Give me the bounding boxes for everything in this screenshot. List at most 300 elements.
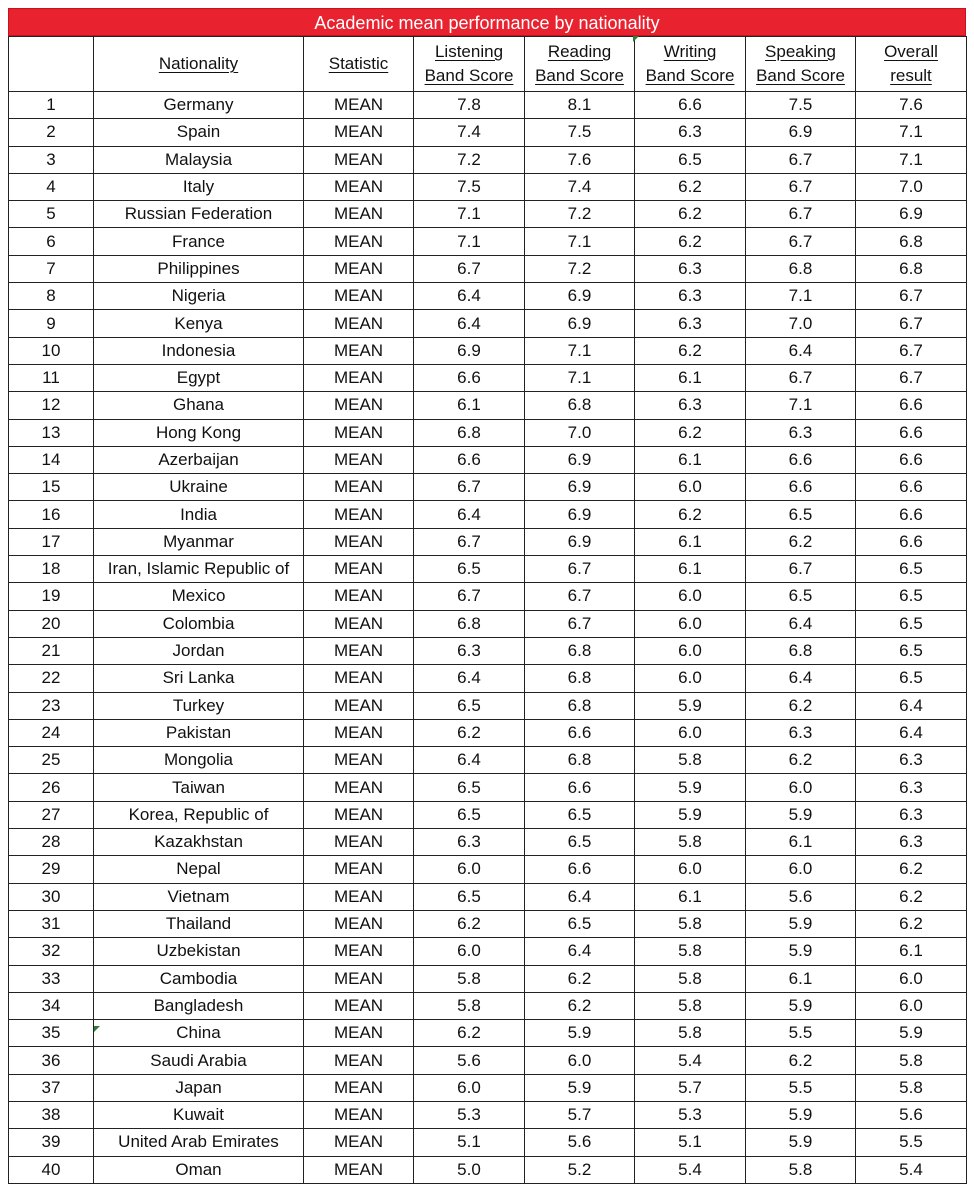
nationality-cell: Kuwait bbox=[94, 1101, 304, 1128]
writing-cell: 6.6 bbox=[635, 92, 746, 119]
writing-cell: 5.3 bbox=[635, 1101, 746, 1128]
overall-cell: 6.8 bbox=[856, 228, 967, 255]
overall-cell: 5.8 bbox=[856, 1047, 967, 1074]
writing-cell: 5.9 bbox=[635, 774, 746, 801]
statistic-cell: MEAN bbox=[304, 774, 414, 801]
speaking-cell: 5.9 bbox=[746, 1129, 856, 1156]
rank-cell: 22 bbox=[9, 665, 94, 692]
writing-cell: 6.5 bbox=[635, 146, 746, 173]
listening-cell: 5.3 bbox=[414, 1101, 525, 1128]
table-row bbox=[9, 829, 967, 856]
statistic-cell: MEAN bbox=[304, 665, 414, 692]
listening-cell: 5.8 bbox=[414, 992, 525, 1019]
statistic-cell: MEAN bbox=[304, 856, 414, 883]
listening-cell: 6.8 bbox=[414, 610, 525, 637]
table-row bbox=[9, 446, 967, 473]
statistic-cell: MEAN bbox=[304, 1101, 414, 1128]
overall-cell: 5.4 bbox=[856, 1156, 967, 1183]
statistic-cell: MEAN bbox=[304, 610, 414, 637]
writing-cell: 5.1 bbox=[635, 1129, 746, 1156]
nationality-cell: Uzbekistan bbox=[94, 938, 304, 965]
statistic-cell: MEAN bbox=[304, 310, 414, 337]
speaking-cell: 6.0 bbox=[746, 774, 856, 801]
rank-cell: 5 bbox=[9, 201, 94, 228]
nationality-cell: Iran, Islamic Republic of bbox=[94, 556, 304, 583]
writing-cell: 6.2 bbox=[635, 228, 746, 255]
writing-cell: 6.2 bbox=[635, 173, 746, 200]
table-row bbox=[9, 255, 967, 282]
statistic-cell: MEAN bbox=[304, 965, 414, 992]
rank-cell: 15 bbox=[9, 474, 94, 501]
table-row bbox=[9, 774, 967, 801]
writing-cell: 6.1 bbox=[635, 364, 746, 391]
nationality-cell: Jordan bbox=[94, 637, 304, 664]
listening-cell: 7.2 bbox=[414, 146, 525, 173]
speaking-cell: 6.4 bbox=[746, 337, 856, 364]
table-row bbox=[9, 856, 967, 883]
rank-cell: 21 bbox=[9, 637, 94, 664]
speaking-cell: 6.7 bbox=[746, 556, 856, 583]
rank-cell: 28 bbox=[9, 829, 94, 856]
rank-cell: 16 bbox=[9, 501, 94, 528]
statistic-cell: MEAN bbox=[304, 992, 414, 1019]
reading-cell: 6.8 bbox=[525, 392, 635, 419]
reading-cell: 6.7 bbox=[525, 583, 635, 610]
table-row bbox=[9, 692, 967, 719]
listening-cell: 6.2 bbox=[414, 719, 525, 746]
table-row bbox=[9, 1156, 967, 1183]
listening-cell: 6.8 bbox=[414, 419, 525, 446]
overall-cell: 6.1 bbox=[856, 938, 967, 965]
statistic-cell: MEAN bbox=[304, 1020, 414, 1047]
rank-cell: 38 bbox=[9, 1101, 94, 1128]
reading-cell: 6.0 bbox=[525, 1047, 635, 1074]
rank-cell: 33 bbox=[9, 965, 94, 992]
statistic-cell: MEAN bbox=[304, 801, 414, 828]
writing-cell: 5.4 bbox=[635, 1156, 746, 1183]
overall-cell: 6.6 bbox=[856, 474, 967, 501]
statistic-cell: MEAN bbox=[304, 146, 414, 173]
listening-cell: 6.5 bbox=[414, 774, 525, 801]
speaking-cell: 5.9 bbox=[746, 910, 856, 937]
reading-cell: 8.1 bbox=[525, 92, 635, 119]
header-speaking: Speaking Band Score bbox=[746, 37, 856, 92]
rank-cell: 29 bbox=[9, 856, 94, 883]
table-row bbox=[9, 801, 967, 828]
nationality-cell: Thailand bbox=[94, 910, 304, 937]
table-row bbox=[9, 637, 967, 664]
statistic-cell: MEAN bbox=[304, 528, 414, 555]
nationality-cell: Russian Federation bbox=[94, 201, 304, 228]
reading-cell: 6.6 bbox=[525, 719, 635, 746]
rank-cell: 34 bbox=[9, 992, 94, 1019]
table-row bbox=[9, 392, 967, 419]
statistic-cell: MEAN bbox=[304, 419, 414, 446]
statistic-cell: MEAN bbox=[304, 173, 414, 200]
overall-cell: 6.3 bbox=[856, 747, 967, 774]
nationality-cell: Germany bbox=[94, 92, 304, 119]
reading-cell: 5.7 bbox=[525, 1101, 635, 1128]
table-row bbox=[9, 283, 967, 310]
speaking-cell: 6.8 bbox=[746, 255, 856, 282]
nationality-cell: Azerbaijan bbox=[94, 446, 304, 473]
table-row bbox=[9, 474, 967, 501]
reading-cell: 6.8 bbox=[525, 637, 635, 664]
overall-cell: 6.5 bbox=[856, 665, 967, 692]
rank-cell: 26 bbox=[9, 774, 94, 801]
statistic-cell: MEAN bbox=[304, 364, 414, 391]
reading-cell: 6.9 bbox=[525, 283, 635, 310]
statistic-cell: MEAN bbox=[304, 337, 414, 364]
speaking-cell: 6.7 bbox=[746, 173, 856, 200]
reading-cell: 6.9 bbox=[525, 310, 635, 337]
speaking-cell: 6.3 bbox=[746, 719, 856, 746]
rank-cell: 3 bbox=[9, 146, 94, 173]
rank-cell: 10 bbox=[9, 337, 94, 364]
overall-cell: 6.2 bbox=[856, 883, 967, 910]
speaking-cell: 6.2 bbox=[746, 528, 856, 555]
listening-cell: 6.4 bbox=[414, 501, 525, 528]
listening-cell: 6.3 bbox=[414, 829, 525, 856]
statistic-cell: MEAN bbox=[304, 692, 414, 719]
rank-cell: 1 bbox=[9, 92, 94, 119]
statistic-cell: MEAN bbox=[304, 255, 414, 282]
writing-cell: 5.8 bbox=[635, 938, 746, 965]
statistic-cell: MEAN bbox=[304, 283, 414, 310]
listening-cell: 7.5 bbox=[414, 173, 525, 200]
table-row bbox=[9, 938, 967, 965]
listening-cell: 5.1 bbox=[414, 1129, 525, 1156]
table-row bbox=[9, 1047, 967, 1074]
writing-cell: 6.1 bbox=[635, 528, 746, 555]
statistic-cell: MEAN bbox=[304, 719, 414, 746]
nationality-cell: Nigeria bbox=[94, 283, 304, 310]
writing-cell: 6.1 bbox=[635, 556, 746, 583]
speaking-cell: 7.1 bbox=[746, 392, 856, 419]
reading-cell: 6.4 bbox=[525, 938, 635, 965]
speaking-cell: 6.2 bbox=[746, 747, 856, 774]
nationality-cell: Bangladesh bbox=[94, 992, 304, 1019]
header-row bbox=[9, 37, 967, 92]
nationality-cell: Turkey bbox=[94, 692, 304, 719]
writing-cell: 5.8 bbox=[635, 747, 746, 774]
listening-cell: 6.0 bbox=[414, 938, 525, 965]
overall-cell: 6.4 bbox=[856, 692, 967, 719]
reading-cell: 6.5 bbox=[525, 910, 635, 937]
table-row bbox=[9, 883, 967, 910]
table-row bbox=[9, 1101, 967, 1128]
speaking-cell: 6.5 bbox=[746, 501, 856, 528]
writing-cell: 6.3 bbox=[635, 283, 746, 310]
table-row bbox=[9, 528, 967, 555]
listening-cell: 5.6 bbox=[414, 1047, 525, 1074]
overall-cell: 6.6 bbox=[856, 501, 967, 528]
speaking-cell: 6.5 bbox=[746, 583, 856, 610]
table-row bbox=[9, 501, 967, 528]
statistic-cell: MEAN bbox=[304, 119, 414, 146]
statistic-cell: MEAN bbox=[304, 583, 414, 610]
writing-cell: 6.3 bbox=[635, 255, 746, 282]
reading-cell: 6.5 bbox=[525, 801, 635, 828]
header-writing: Writing Band Score bbox=[635, 37, 746, 92]
overall-cell: 6.7 bbox=[856, 283, 967, 310]
reading-cell: 6.8 bbox=[525, 692, 635, 719]
listening-cell: 6.6 bbox=[414, 364, 525, 391]
overall-cell: 6.3 bbox=[856, 829, 967, 856]
rank-cell: 11 bbox=[9, 364, 94, 391]
table-row bbox=[9, 337, 967, 364]
table-row bbox=[9, 146, 967, 173]
writing-cell: 6.1 bbox=[635, 883, 746, 910]
header-rank bbox=[9, 37, 94, 92]
nationality-cell: China bbox=[94, 1020, 304, 1047]
rank-cell: 27 bbox=[9, 801, 94, 828]
writing-cell: 6.0 bbox=[635, 637, 746, 664]
overall-cell: 5.6 bbox=[856, 1101, 967, 1128]
listening-cell: 6.7 bbox=[414, 583, 525, 610]
listening-cell: 6.5 bbox=[414, 556, 525, 583]
speaking-cell: 6.7 bbox=[746, 201, 856, 228]
overall-cell: 6.4 bbox=[856, 719, 967, 746]
listening-cell: 6.5 bbox=[414, 692, 525, 719]
listening-cell: 6.4 bbox=[414, 310, 525, 337]
rank-cell: 40 bbox=[9, 1156, 94, 1183]
reading-cell: 5.9 bbox=[525, 1074, 635, 1101]
overall-cell: 5.5 bbox=[856, 1129, 967, 1156]
reading-cell: 6.6 bbox=[525, 856, 635, 883]
statistic-cell: MEAN bbox=[304, 392, 414, 419]
nationality-cell: Philippines bbox=[94, 255, 304, 282]
statistic-cell: MEAN bbox=[304, 1156, 414, 1183]
writing-cell: 6.2 bbox=[635, 201, 746, 228]
writing-cell: 6.2 bbox=[635, 501, 746, 528]
overall-cell: 6.0 bbox=[856, 992, 967, 1019]
nationality-cell: Malaysia bbox=[94, 146, 304, 173]
reading-cell: 6.6 bbox=[525, 774, 635, 801]
nationality-cell: Sri Lanka bbox=[94, 665, 304, 692]
reading-cell: 7.1 bbox=[525, 337, 635, 364]
overall-cell: 6.5 bbox=[856, 610, 967, 637]
writing-cell: 6.3 bbox=[635, 392, 746, 419]
listening-cell: 7.8 bbox=[414, 92, 525, 119]
table-row bbox=[9, 610, 967, 637]
rank-cell: 32 bbox=[9, 938, 94, 965]
speaking-cell: 6.2 bbox=[746, 1047, 856, 1074]
table-row bbox=[9, 419, 967, 446]
overall-cell: 6.3 bbox=[856, 774, 967, 801]
nationality-cell: Saudi Arabia bbox=[94, 1047, 304, 1074]
statistic-cell: MEAN bbox=[304, 92, 414, 119]
listening-cell: 7.4 bbox=[414, 119, 525, 146]
statistic-cell: MEAN bbox=[304, 1074, 414, 1101]
overall-cell: 6.5 bbox=[856, 556, 967, 583]
statistic-cell: MEAN bbox=[304, 201, 414, 228]
rank-cell: 17 bbox=[9, 528, 94, 555]
rank-cell: 4 bbox=[9, 173, 94, 200]
speaking-cell: 6.9 bbox=[746, 119, 856, 146]
listening-cell: 6.7 bbox=[414, 255, 525, 282]
reading-cell: 6.7 bbox=[525, 610, 635, 637]
statistic-cell: MEAN bbox=[304, 910, 414, 937]
statistic-cell: MEAN bbox=[304, 474, 414, 501]
nationality-cell: United Arab Emirates bbox=[94, 1129, 304, 1156]
nationality-cell: Mexico bbox=[94, 583, 304, 610]
statistic-cell: MEAN bbox=[304, 747, 414, 774]
speaking-cell: 6.7 bbox=[746, 146, 856, 173]
rank-cell: 7 bbox=[9, 255, 94, 282]
nationality-cell: Oman bbox=[94, 1156, 304, 1183]
speaking-cell: 5.6 bbox=[746, 883, 856, 910]
statistic-cell: MEAN bbox=[304, 637, 414, 664]
table-row bbox=[9, 910, 967, 937]
writing-cell: 6.0 bbox=[635, 856, 746, 883]
listening-cell: 6.0 bbox=[414, 1074, 525, 1101]
speaking-cell: 6.8 bbox=[746, 637, 856, 664]
reading-cell: 7.0 bbox=[525, 419, 635, 446]
writing-cell: 5.8 bbox=[635, 910, 746, 937]
listening-cell: 6.3 bbox=[414, 637, 525, 664]
writing-cell: 5.7 bbox=[635, 1074, 746, 1101]
header-reading: Reading Band Score bbox=[525, 37, 635, 92]
reading-cell: 7.1 bbox=[525, 364, 635, 391]
nationality-cell: Italy bbox=[94, 173, 304, 200]
nationality-cell: Vietnam bbox=[94, 883, 304, 910]
writing-cell: 6.2 bbox=[635, 337, 746, 364]
overall-cell: 7.1 bbox=[856, 146, 967, 173]
nationality-cell: Japan bbox=[94, 1074, 304, 1101]
speaking-cell: 5.9 bbox=[746, 801, 856, 828]
table-row bbox=[9, 583, 967, 610]
rank-cell: 35 bbox=[9, 1020, 94, 1047]
speaking-cell: 6.4 bbox=[746, 665, 856, 692]
rank-cell: 8 bbox=[9, 283, 94, 310]
reading-cell: 7.5 bbox=[525, 119, 635, 146]
speaking-cell: 5.8 bbox=[746, 1156, 856, 1183]
nationality-cell: Spain bbox=[94, 119, 304, 146]
listening-cell: 6.4 bbox=[414, 283, 525, 310]
listening-cell: 7.1 bbox=[414, 201, 525, 228]
nationality-cell: Ukraine bbox=[94, 474, 304, 501]
listening-cell: 6.9 bbox=[414, 337, 525, 364]
overall-cell: 5.9 bbox=[856, 1020, 967, 1047]
rank-cell: 19 bbox=[9, 583, 94, 610]
table-row bbox=[9, 1074, 967, 1101]
writing-cell: 6.0 bbox=[635, 610, 746, 637]
overall-cell: 6.2 bbox=[856, 856, 967, 883]
rank-cell: 20 bbox=[9, 610, 94, 637]
reading-cell: 5.2 bbox=[525, 1156, 635, 1183]
table-row bbox=[9, 665, 967, 692]
statistic-cell: MEAN bbox=[304, 938, 414, 965]
writing-cell: 6.2 bbox=[635, 419, 746, 446]
table-row bbox=[9, 173, 967, 200]
statistic-cell: MEAN bbox=[304, 501, 414, 528]
nationality-cell: India bbox=[94, 501, 304, 528]
speaking-cell: 7.1 bbox=[746, 283, 856, 310]
statistic-cell: MEAN bbox=[304, 446, 414, 473]
overall-cell: 6.0 bbox=[856, 965, 967, 992]
nationality-cell: Taiwan bbox=[94, 774, 304, 801]
reading-cell: 6.9 bbox=[525, 501, 635, 528]
reading-cell: 7.6 bbox=[525, 146, 635, 173]
speaking-cell: 6.0 bbox=[746, 856, 856, 883]
speaking-cell: 6.6 bbox=[746, 474, 856, 501]
rank-cell: 14 bbox=[9, 446, 94, 473]
writing-cell: 5.4 bbox=[635, 1047, 746, 1074]
reading-cell: 6.9 bbox=[525, 474, 635, 501]
writing-cell: 5.8 bbox=[635, 965, 746, 992]
speaking-cell: 6.1 bbox=[746, 965, 856, 992]
writing-cell: 6.0 bbox=[635, 665, 746, 692]
rank-cell: 6 bbox=[9, 228, 94, 255]
speaking-cell: 5.5 bbox=[746, 1020, 856, 1047]
listening-cell: 6.6 bbox=[414, 446, 525, 473]
table-row bbox=[9, 92, 967, 119]
nationality-cell: Hong Kong bbox=[94, 419, 304, 446]
overall-cell: 7.6 bbox=[856, 92, 967, 119]
nationality-cell: Ghana bbox=[94, 392, 304, 419]
statistic-cell: MEAN bbox=[304, 883, 414, 910]
speaking-cell: 5.9 bbox=[746, 992, 856, 1019]
reading-cell: 7.2 bbox=[525, 201, 635, 228]
header-listening: Listening Band Score bbox=[414, 37, 525, 92]
reading-cell: 5.9 bbox=[525, 1020, 635, 1047]
statistic-cell: MEAN bbox=[304, 1129, 414, 1156]
rank-cell: 31 bbox=[9, 910, 94, 937]
writing-cell: 5.8 bbox=[635, 829, 746, 856]
results-table bbox=[8, 36, 967, 1184]
nationality-cell: France bbox=[94, 228, 304, 255]
rank-cell: 9 bbox=[9, 310, 94, 337]
speaking-cell: 5.5 bbox=[746, 1074, 856, 1101]
writing-cell: 6.3 bbox=[635, 119, 746, 146]
listening-cell: 6.0 bbox=[414, 856, 525, 883]
reading-cell: 6.9 bbox=[525, 446, 635, 473]
nationality-cell: Kenya bbox=[94, 310, 304, 337]
writing-cell: 6.0 bbox=[635, 583, 746, 610]
rank-cell: 36 bbox=[9, 1047, 94, 1074]
rank-cell: 2 bbox=[9, 119, 94, 146]
table-row bbox=[9, 119, 967, 146]
listening-cell: 6.7 bbox=[414, 474, 525, 501]
nationality-cell: Colombia bbox=[94, 610, 304, 637]
reading-cell: 6.5 bbox=[525, 829, 635, 856]
header-nationality: Nationality bbox=[94, 37, 304, 92]
nationality-cell: Mongolia bbox=[94, 747, 304, 774]
rank-cell: 25 bbox=[9, 747, 94, 774]
listening-cell: 5.0 bbox=[414, 1156, 525, 1183]
overall-cell: 6.5 bbox=[856, 637, 967, 664]
overall-cell: 6.7 bbox=[856, 364, 967, 391]
speaking-cell: 6.6 bbox=[746, 446, 856, 473]
listening-cell: 6.4 bbox=[414, 747, 525, 774]
reading-cell: 7.2 bbox=[525, 255, 635, 282]
table-row bbox=[9, 228, 967, 255]
overall-cell: 6.6 bbox=[856, 392, 967, 419]
rank-cell: 30 bbox=[9, 883, 94, 910]
speaking-cell: 5.9 bbox=[746, 1101, 856, 1128]
nationality-cell: Myanmar bbox=[94, 528, 304, 555]
speaking-cell: 6.2 bbox=[746, 692, 856, 719]
overall-cell: 6.7 bbox=[856, 337, 967, 364]
nationality-cell: Kazakhstan bbox=[94, 829, 304, 856]
overall-cell: 6.2 bbox=[856, 910, 967, 937]
reading-cell: 7.4 bbox=[525, 173, 635, 200]
reading-cell: 6.9 bbox=[525, 528, 635, 555]
speaking-cell: 6.7 bbox=[746, 364, 856, 391]
speaking-cell: 7.5 bbox=[746, 92, 856, 119]
reading-cell: 6.8 bbox=[525, 747, 635, 774]
